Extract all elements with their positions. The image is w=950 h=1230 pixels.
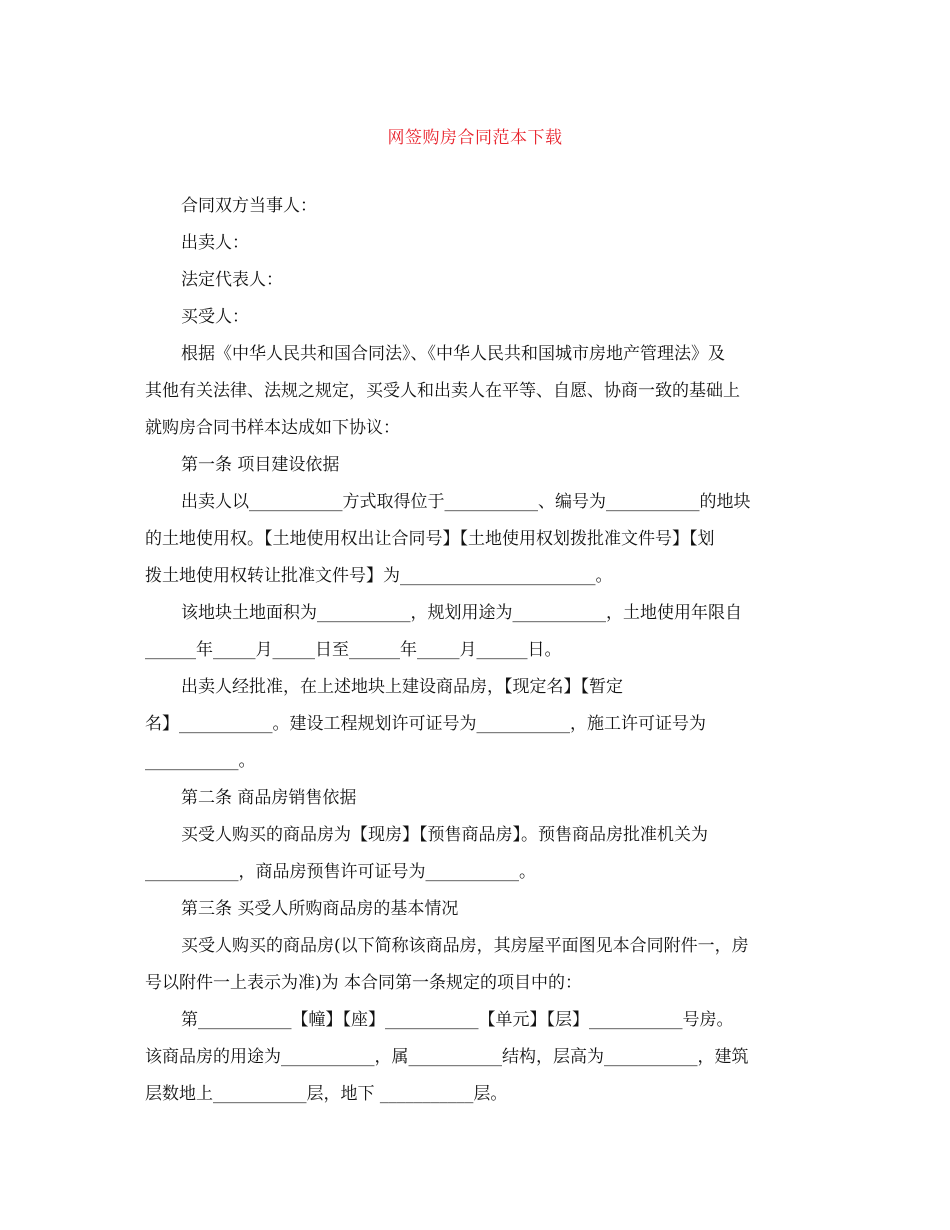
paragraph-buyer: 买受人： [181,307,249,327]
article-3-line-5: 层数地上___________层，地下 ___________层。 [145,1084,508,1104]
article-1-line-3: 拨土地使用权转让批准文件号】为_______________________。 [145,566,613,586]
document-title: 网签购房合同范本下载 [387,128,563,148]
article-2-line-2: ___________，商品房预售许可证号为___________。 [145,862,536,882]
article-2-heading: 第二条 商品房销售依据 [181,788,357,808]
article-1-approval-line-1: 出卖人经批准，在上述地块上建设商品房，【现定名】【暂定 [181,677,623,697]
article-1-heading: 第一条 项目建设依据 [181,455,340,475]
article-2-line-1: 买受人购买的商品房为【现房】【预售商品房】。预售商品房批准机关为 [181,825,708,845]
paragraph-basis-line-1: 根据《中华人民共和国合同法》、《中华人民共和国城市房地产管理法》及 [181,344,725,364]
document-body [145,188,805,1113]
article-1-land-line-1: 该地块土地面积为___________，规划用途为___________，土地使用年限自 [181,603,742,623]
paragraph-parties: 合同双方当事人： [181,196,317,216]
paragraph-basis-line-2: 其他有关法律、法规之规定，买受人和出卖人在平等、自愿、协商一致的基础上 [145,381,740,401]
article-3-line-3: 第___________【幢】【座】___________【单元】【层】___________号房。 [181,1010,734,1030]
article-1-land-line-2: ______年_____月_____日至______年_____月______日。 [145,640,562,660]
article-3-line-4: 该商品房的用途为___________，属___________结构，层高为___________，建筑 [145,1047,749,1067]
article-3-line-2: 号以附件一上表示为准)为 本合同第一条规定的项目中的： [145,973,583,993]
paragraph-seller: 出卖人： [181,233,249,253]
article-1-line-2: 的土地使用权。【土地使用权出让合同号】【土地使用权划拨批准文件号】【划 [145,529,715,549]
article-1-approval-line-2: 名】___________。建设工程规划许可证号为___________，施工许可证号为 [145,714,706,734]
article-1-line-1: 出卖人以___________方式取得位于___________、编号为___________的地块 [181,492,751,512]
article-1-approval-line-3: ___________。 [145,751,256,771]
article-3-line-1: 买受人购买的商品房(以下简称该商品房，其房屋平面图见本合同附件一，房 [181,936,749,956]
paragraph-legal-rep: 法定代表人： [181,270,283,290]
paragraph-basis-line-3: 就购房合同书样本达成如下协议： [145,418,400,438]
article-3-heading: 第三条 买受人所购商品房的基本情况 [181,899,459,919]
